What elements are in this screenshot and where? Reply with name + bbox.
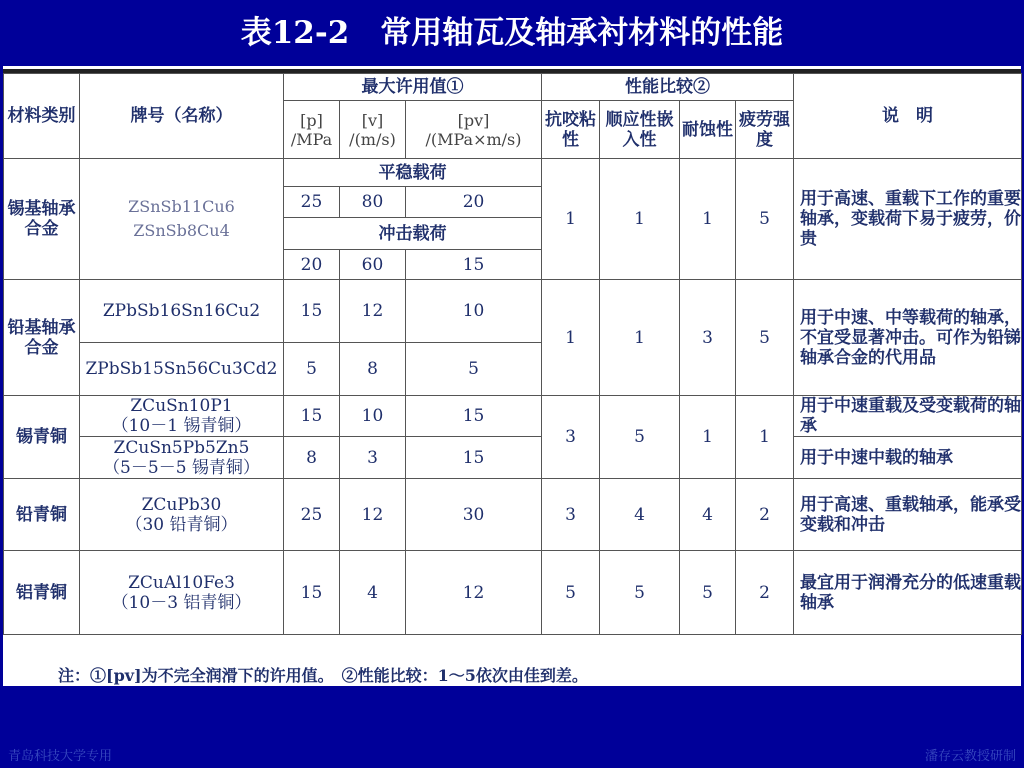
- lead-bronze-fatigue: 2: [736, 479, 794, 551]
- lead-bronze-pv: 30: [406, 479, 542, 551]
- brand-tin-based: ZSnSb11Cu6 ZSnSb8Cu4: [80, 159, 284, 280]
- lead-compliance: 1: [600, 280, 680, 396]
- table-footnote: 注：①[pv]为不完全润滑下的许用值。 ②性能比较：1～5依次由佳到差。: [58, 666, 588, 685]
- al-bronze-fatigue: 2: [736, 551, 794, 635]
- category-lead-bronze: 铅青铜: [4, 479, 80, 551]
- al-bronze-corrosion: 5: [680, 551, 736, 635]
- tin-steady-p: 25: [284, 187, 340, 218]
- brand-lead-bronze: ZCuPb30 （30 铅青铜）: [80, 479, 284, 551]
- lead-2-p: 5: [284, 343, 340, 396]
- page-title: 表12-2 常用轴瓦及轴承衬材料的性能: [240, 15, 784, 51]
- header-pv: [pv] /(MPa×m/s): [406, 101, 542, 159]
- lead-2-pv: 5: [406, 343, 542, 396]
- header-compliance: 顺应性嵌入性: [600, 101, 680, 159]
- tin-bronze-2-p: 8: [284, 437, 340, 479]
- category-tin-based: 锡基轴承合金: [4, 159, 80, 280]
- lead-corrosion: 3: [680, 280, 736, 396]
- tin-impact-v: 60: [340, 250, 406, 280]
- footer-right: 潘存云教授研制: [924, 749, 1016, 764]
- tin-bronze-2-description: 用于中速中载的轴承: [794, 437, 1022, 479]
- materials-table: [3, 73, 1022, 635]
- category-al-bronze: 铝青铜: [4, 551, 80, 635]
- header-category: 材料类别: [4, 74, 80, 159]
- al-bronze-pv: 12: [406, 551, 542, 635]
- header-v: [v] /(m/s): [340, 101, 406, 159]
- header-anti-seize: 抗咬粘性: [542, 101, 600, 159]
- header-brand: 牌号（名称）: [80, 74, 284, 159]
- lead-anti-seize: 1: [542, 280, 600, 396]
- tin-bronze-2-v: 3: [340, 437, 406, 479]
- lead-1-v: 12: [340, 280, 406, 343]
- lead-fatigue: 5: [736, 280, 794, 396]
- al-bronze-p: 15: [284, 551, 340, 635]
- header-max-values: 最大许用值①: [284, 74, 542, 101]
- lead-2-v: 8: [340, 343, 406, 396]
- category-tin-bronze: 锡青铜: [4, 396, 80, 479]
- header-fatigue: 疲劳强度: [736, 101, 794, 159]
- header-p: [p] /MPa: [284, 101, 340, 159]
- brand-lead-2: ZPbSb15Sn56Cu3Cd2: [80, 343, 284, 396]
- header-description: 说 明: [794, 74, 1022, 159]
- footer-left: 青岛科技大学专用: [8, 749, 113, 764]
- tin-anti-seize: 1: [542, 159, 600, 280]
- lead-bronze-p: 25: [284, 479, 340, 551]
- impact-load-label: 冲击载荷: [284, 218, 542, 250]
- tin-impact-p: 20: [284, 250, 340, 280]
- steady-load-label: 平稳载荷: [284, 159, 542, 187]
- brand-tin-bronze-2: ZCuSn5Pb5Zn5 （5－5－5 锡青铜）: [80, 437, 284, 479]
- lead-1-p: 15: [284, 280, 340, 343]
- tin-bronze-1-p: 15: [284, 396, 340, 437]
- tin-bronze-2-pv: 15: [406, 437, 542, 479]
- tin-bronze-corrosion: 1: [680, 396, 736, 479]
- tin-steady-v: 80: [340, 187, 406, 218]
- lead-description: 用于中速、中等载荷的轴承，不宜受显著冲击。可作为铅锑轴承合金的代用品: [794, 280, 1022, 396]
- tin-impact-pv: 15: [406, 250, 542, 280]
- al-bronze-description: 最宜用于润滑充分的低速重载轴承: [794, 551, 1022, 635]
- brand-al-bronze: ZCuAl10Fe3 （10－3 铝青铜）: [80, 551, 284, 635]
- brand-lead-1: ZPbSb16Sn16Cu2: [80, 280, 284, 343]
- tin-compliance: 1: [600, 159, 680, 280]
- tin-bronze-anti-seize: 3: [542, 396, 600, 479]
- tin-bronze-1-pv: 15: [406, 396, 542, 437]
- lead-bronze-description: 用于高速、重载轴承，能承受变载和冲击: [794, 479, 1022, 551]
- tin-bronze-1-v: 10: [340, 396, 406, 437]
- lead-bronze-corrosion: 4: [680, 479, 736, 551]
- table-panel: [3, 66, 1021, 686]
- tin-description: 用于高速、重载下工作的重要轴承，变载荷下易于疲劳，价贵: [794, 159, 1022, 280]
- tin-bronze-1-description: 用于中速重载及受变载荷的轴承: [794, 396, 1022, 437]
- al-bronze-anti-seize: 5: [542, 551, 600, 635]
- tin-bronze-compliance: 5: [600, 396, 680, 479]
- lead-bronze-v: 12: [340, 479, 406, 551]
- lead-bronze-compliance: 4: [600, 479, 680, 551]
- lead-1-pv: 10: [406, 280, 542, 343]
- header-performance: 性能比较②: [542, 74, 794, 101]
- al-bronze-compliance: 5: [600, 551, 680, 635]
- tin-steady-pv: 20: [406, 187, 542, 218]
- tin-bronze-fatigue: 1: [736, 396, 794, 479]
- lead-bronze-anti-seize: 3: [542, 479, 600, 551]
- brand-tin-bronze-1: ZCuSn10P1 （10－1 锡青铜）: [80, 396, 284, 437]
- category-lead-based: 铅基轴承合金: [4, 280, 80, 396]
- tin-corrosion: 1: [680, 159, 736, 280]
- header-corrosion: 耐蚀性: [680, 101, 736, 159]
- tin-fatigue: 5: [736, 159, 794, 280]
- al-bronze-v: 4: [340, 551, 406, 635]
